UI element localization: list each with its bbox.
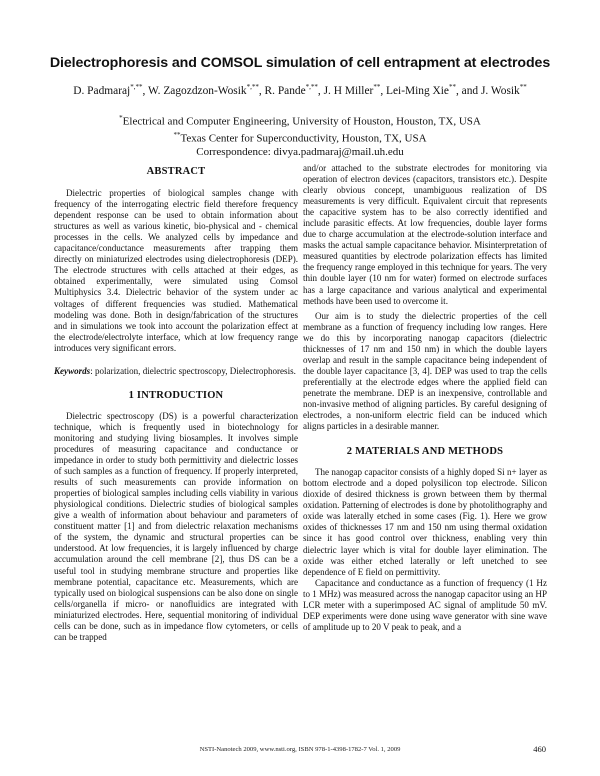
methods-paragraph: The nanogap capacitor consists of a highly doped Si n+ layer as bottom electrode and a doped polysilicon top electrode. Silicon dioxide of desired thickness is grown between them by thermal oxidation. Patterning of electrodes is done by photolithography and oxide was laterally etched in some cases (Fig. 1). Here we grow oxides of thicknesses 17 nm and 150 nm using thermal oxidation since it has good control over thickness, enabling very thin dielectric layer which is vital for double layer elimination. The oxide was either etched laterally or left unetched to see dependence of E field on permittivity. [303,467,547,577]
affiliation-text: Electrical and Computer Engineering, University of Houston, Houston, TX, USA [122,115,481,128]
page-number: 460 [533,744,546,754]
introduction-heading: 1 INTRODUCTION [128,389,224,401]
right-column [303,163,547,633]
keywords-label: Keywords [54,365,91,376]
affiliation-text: Texas Center for Superconductivity, Houston, TX, USA [180,132,427,145]
methods-heading: 2 MATERIALS AND METHODS [346,446,504,458]
keywords [54,366,298,377]
author-affil-mark: *,** [246,83,259,91]
correspondence-line [0,146,600,160]
abstract-text: Dielectric properties of biological samples change with frequency of the interrogating electric field therefore frequency dependent response can be used to obtain information about structures as well as various kinetic, bio-physical and - chemical processes in the cells. We analyzed cells by impedance and capacitance/conductance measurements after trapping them directly on miniaturized electrodes using dielectrophoresis (DEP). The electrode structures with cells attached at their edges, as obtained experimentally, were simulated using Comsol Multiphysics 3.4. Dielectric behavior of the system under ac voltages of different frequencies was studied. Mathematical modeling was done. Both in design/fabrication of the structures and in simulations we took into account the polarization effect at the electrode/electrolyte interface, which at low frequency range introduces very significant errors. [54,188,298,353]
author-list: D. Padmaraj*,**, W. Zagozdzon-Wosik*,**, R. Pande*,**, J. H Miller**, Lei-Ming Xie**, and J. Wosik** [73,83,527,97]
author-name: Lei-Ming Xie [386,84,449,97]
aim-paragraph: Our aim is to study the dielectric properties of the cell membrane as a function of frequency including low ranges. Here we do this by incorporating nanogap capacitors (dielectric thicknesses of 17 nm and 150 nm) in which the double layers overlap and result in the sample capacitance being independent of the double layer capacitance [3, 4]. DEP was used to trap the cells preferentially at the electrode edges where the applied field can penetrate the membrane. DEP is an inexpensive, controllable and non-invasive method of aligning particles. By careful designing of electrodes, a non-uniform electric field can be induced which aligns particles in a desirable manner. [303,310,547,432]
author-name: J. H Miller [323,84,374,97]
correspondence-text: Correspondence: divya.padmaraj@mail.uh.edu [196,146,404,159]
affil-mark: ** [173,131,181,140]
paper-title: Dielectrophoresis and COMSOL simulation of cell entrapment at electrodes [49,55,551,71]
author-name: R. Pande [264,84,306,97]
left-column [54,163,298,643]
abstract-heading: ABSTRACT [146,166,206,177]
affil-mark: * [119,114,123,122]
keywords-text: : polarization, dielectric spectroscopy, Dielectrophoresis. [90,365,296,376]
author-affil-mark: *,** [130,83,143,91]
methods-paragraph: Capacitance and conductance as a function of frequency (1 Hz to 1 MHz) was measured across the nanogap capacitor using an HP LCR meter with a superimposed AC signal of amplitude 50 mV. DEP experiments were done using wave generator with sine wave of amplitude up to 20 V peak to peak, and a [303,577,547,632]
introduction-continuation: and/or attached to the substrate electrodes for monitoring via operation of electron devices (capacitors, transistors etc.). Despite clearly obvious concept, unambiguous realization of DS measurements is very difficult. Equivalent circuit that represents the capacitive system has to be also correctly identified and include parasitic effects. At low frequencies, double layer forms due to charge accumulation at the electrode-solution interface and masks the actual sample capacitance behavior. Misinterpretation of measured quantities by electrode polarization effects has limited the frequency range employed in this technique for years. The very thin double layer (10 nm for water) formed on electrode surfaces has a large capacitance and various analytical and experimental methods have been used to overcome it. [303,163,547,306]
affiliations [0,112,600,160]
affiliation-line [0,129,600,146]
author-name: W. Zagozdzon-Wosik [147,84,247,97]
affiliation-line [0,112,600,129]
author-name: J. Wosik [480,84,520,97]
author-affil-mark: ** [448,83,456,91]
author-affil-mark: ** [373,83,381,91]
page-footer: NSTI-Nanotech 2009, www.nsti.org, ISBN 978-1-4398-1782-7 Vol. 1, 2009 [199,746,401,753]
authors-conjunction: and [461,84,479,97]
author-name: D. Padmaraj [73,84,131,97]
author-affil-mark: ** [519,83,527,91]
introduction-text: Dielectric spectroscopy (DS) is a powerful characterization technique, which is frequently used in biotechnology for monitoring and studying living biosamples. It involves simple procedures of measuring capacitance and conductance or impedance in order to study both permittivity and dielectric losses of such samples as a function of frequency. If properly interpreted, results of such measurements can provide information on properties of biological samples including cells viability in various physiological conditions. Dielectric studies of biological samples give a wealth of information about behaviour and parameters of constituent matter [1] and from dielectric relaxation mechanisms of the system, the dynamic and structural properties can be understood. At low frequencies, it is largely influenced by charge accumulation around the cell membrane [2], thus DS can be a useful tool in studying membrane structure and properties like membrane potential, capacitance etc. Measurements, which are typically used on biological suspensions can be also done on single cells/organella if micro- or nanofluidics are integrated with miniaturized electrodes. Here, sequential monitoring of individual cells can be done, such as in impedance flow cytometers, or cells can be trapped [54,410,298,642]
author-affil-mark: *,** [305,83,318,91]
